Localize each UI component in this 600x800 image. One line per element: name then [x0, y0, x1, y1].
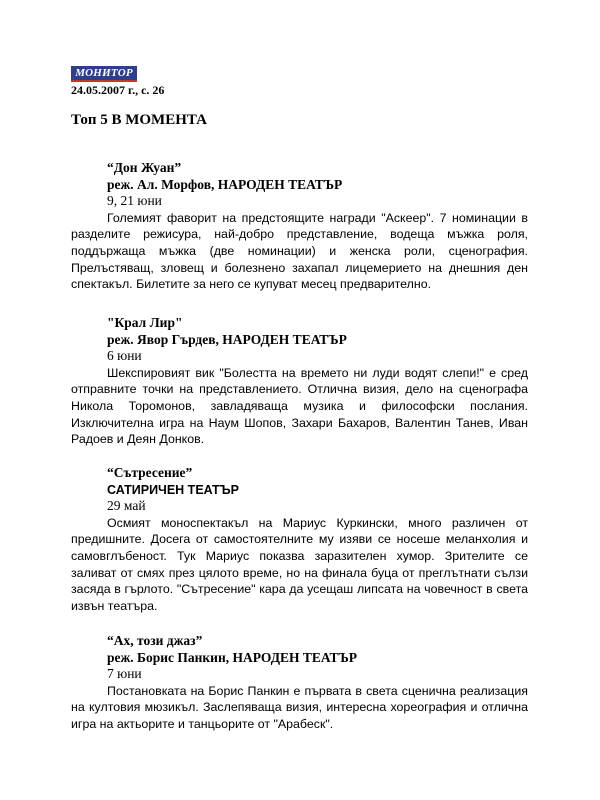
newspaper-logo — [71, 66, 137, 82]
play-date: 9, 21 юни — [107, 193, 162, 209]
list-item — [71, 315, 528, 448]
play-director: реж. Ал. Морфов, НАРОДЕН ТЕАТЪР — [107, 176, 343, 192]
play-date: 6 юни — [107, 348, 142, 364]
list-item — [71, 633, 528, 733]
logo-text: МОНИТОР — [75, 67, 133, 79]
play-description: Шекспировият вик "Болестта на времето ни луди водят слепи!" е сред отправните точки на представлението. Отлична визия, дело на сценографа Никола Торомонов, завладяваща музика и философски послания. Изключителна игра на Наум Шопов, Захари Бахаров, Валентин Танев, Иван Радоев и Деян Донков. — [71, 365, 528, 447]
play-director: реж. Явор Гърдев, НАРОДЕН ТЕАТЪР — [107, 331, 347, 347]
play-title: “Дон Жуан” — [107, 160, 182, 175]
play-venue: САТИРИЧЕН ТЕАТЪР — [107, 482, 239, 497]
play-description: Осмият моноспектакъл на Мариус Куркински, много различен от предишните. Досега от самостоятелните му изяви се носеше меланхолия и самовглъбеност. Тук Мариус показва заразителен хумор. Зрителите се заливат от смях през цялото време, но на финала буца от преглътнати сълзи засяда в гърлото. "Сътресение" кара да усещаш липсата на човечност в света извън театъра. — [71, 515, 528, 613]
publication-date: 24.05.2007 г., с. 26 — [71, 83, 165, 97]
play-director: реж. Борис Панкин, НАРОДЕН ТЕАТЪР — [107, 649, 358, 665]
list-item — [71, 160, 528, 293]
list-item — [71, 465, 528, 614]
play-date: 7 юни — [107, 666, 142, 682]
play-description: Големият фаворит на предстоящите награди "Аскеер". 7 номинации в разделите режисура, най-добро представление, водеща мъжка роля, поддържаща мъжка (две номинации) и женска роли, сценография. Прелъстяващ, зловещ и болезнено захапал лицемерието на днешния ден спектакъл. Билетите за него се купуват месец предварително. — [71, 210, 528, 292]
play-title: "Крал Лир" — [107, 315, 183, 330]
play-title: “Ах, този джаз” — [107, 633, 203, 648]
article-heading: Топ 5 В МОМЕНТА — [71, 112, 207, 128]
play-title: “Сътресение” — [107, 465, 193, 480]
play-date: 29 май — [107, 498, 146, 514]
play-description: Постановката на Борис Панкин е първата в света сценична реализация на култовия мюзикъл. Заслепяваща визия, интересна хореография и отлична игра на актьорите и танцьорите от "Арабеск". — [71, 683, 528, 731]
